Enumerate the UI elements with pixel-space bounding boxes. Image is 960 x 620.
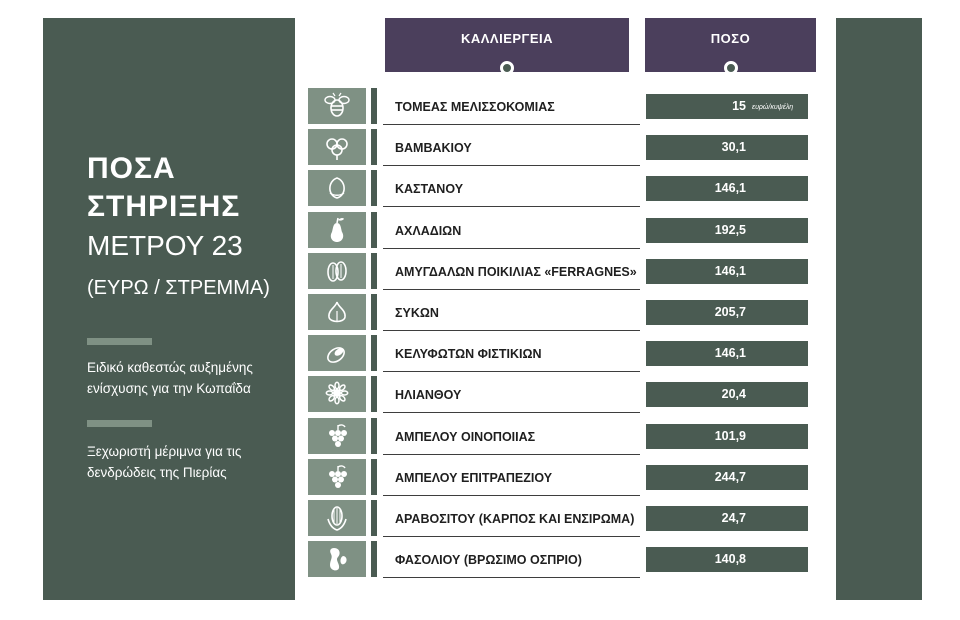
infographic-title xyxy=(87,150,270,308)
row-strip xyxy=(371,294,377,330)
crop-amount xyxy=(646,547,808,572)
crop-icon-box xyxy=(308,88,366,124)
crop-amount-value: 20,4 xyxy=(721,387,746,402)
row-strip xyxy=(371,500,377,536)
crop-icon-box xyxy=(308,253,366,289)
pear-icon xyxy=(322,215,352,245)
row-strip xyxy=(371,212,377,248)
row-strip xyxy=(371,170,377,206)
crop-amount-value: 101,9 xyxy=(714,428,746,443)
crop-amount xyxy=(646,382,808,407)
crop-amount xyxy=(646,465,808,490)
table-row xyxy=(305,170,825,208)
corn-icon xyxy=(322,503,352,533)
crop-name: ΑΧΛΑΔΙΩΝ xyxy=(383,212,640,249)
row-strip xyxy=(371,459,377,495)
crop-amount-unit: ευρώ/κυψέλη xyxy=(752,104,794,111)
crop-amount xyxy=(646,259,808,284)
row-strip xyxy=(371,88,377,124)
title-line-2: ΣΤΗΡΙΞΗΣ xyxy=(87,190,241,223)
crop-icon-box xyxy=(308,376,366,412)
header-crop-label: ΚΑΛΛΙΕΡΓΕΙΑ xyxy=(460,31,554,46)
bee-icon xyxy=(322,91,352,121)
table-row xyxy=(305,212,825,250)
row-strip xyxy=(371,418,377,454)
fig-icon xyxy=(322,297,352,327)
crop-amount-value: 140,8 xyxy=(714,552,746,567)
crop-amount xyxy=(646,506,808,531)
bean-icon xyxy=(322,544,352,574)
crop-amount-value: 192,5 xyxy=(714,222,746,237)
crop-amount-value: 205,7 xyxy=(714,305,746,319)
crop-amount-value: 146,1 xyxy=(714,263,746,278)
table-row xyxy=(305,253,825,291)
accent-bar-2 xyxy=(87,420,152,427)
crop-amount-value: 244,7 xyxy=(714,469,746,484)
row-strip xyxy=(371,129,377,165)
table-row xyxy=(305,376,825,414)
row-strip xyxy=(371,253,377,289)
crop-icon-box xyxy=(308,170,366,206)
crop-name: ΦΑΣΟΛΙΟΥ (ΒΡΩΣΙΜΟ ΟΣΠΡΙΟ) xyxy=(383,541,640,578)
crop-amount xyxy=(646,300,808,325)
table-row xyxy=(305,88,825,126)
row-strip xyxy=(371,335,377,371)
right-panel xyxy=(836,18,922,600)
cotton-icon xyxy=(322,132,352,162)
note-pieria: Ξεχωριστή μέριμνα για τις δενδρώδεις της Πιερίας xyxy=(87,444,242,480)
crop-name: ΒΑΜΒΑΚΙΟΥ xyxy=(383,129,640,166)
crop-icon-box xyxy=(308,294,366,330)
almond-icon xyxy=(322,256,352,286)
table-row xyxy=(305,335,825,373)
header-crop-dot xyxy=(500,61,514,75)
crop-amount-value: 24,7 xyxy=(721,511,746,525)
grapes-icon xyxy=(322,462,352,492)
row-strip xyxy=(371,541,377,577)
crop-amount-value: 15 xyxy=(732,99,746,113)
crop-amount-value: 146,1 xyxy=(714,181,746,196)
crop-name: ΑΜΠΕΛΟΥ ΕΠΙΤΡΑΠΕΖΙΟΥ xyxy=(383,459,640,496)
grapes-icon xyxy=(322,421,352,451)
crop-name: ΗΛΙΑΝΘΟΥ xyxy=(383,376,640,413)
title-line-1: ΠΟΣΑ xyxy=(87,152,176,185)
crop-icon-box xyxy=(308,500,366,536)
crop-name: ΣΥΚΩΝ xyxy=(383,294,640,331)
crop-icon-box xyxy=(308,335,366,371)
crop-amount xyxy=(646,218,808,243)
table-row xyxy=(305,294,825,332)
crop-name: ΤΟΜΕΑΣ ΜΕΛΙΣΣΟΚΟΜΙΑΣ xyxy=(383,88,640,125)
crop-amount-value: 146,1 xyxy=(714,346,746,361)
crop-name: ΚΑΣΤΑΝΟΥ xyxy=(383,170,640,207)
crop-amount xyxy=(646,94,808,119)
crop-icon-box xyxy=(308,212,366,248)
left-panel xyxy=(43,18,295,600)
row-strip xyxy=(371,376,377,412)
crop-icon-box xyxy=(308,541,366,577)
title-line-3: ΜΕΤΡΟΥ 23 xyxy=(87,230,243,261)
title-line-4: (ΕΥΡΩ / ΣΤΡΕΜΜΑ) xyxy=(87,277,270,299)
crop-name: ΚΕΛΥΦΩΤΩΝ ΦΙΣΤΙΚΙΩΝ xyxy=(383,335,640,372)
header-amount-label: ΠΟΣΟ xyxy=(710,31,751,46)
crop-name: ΑΜΥΓΔΑΛΩΝ ΠΟΙΚΙΛΙΑΣ «FERRAGNES» xyxy=(383,253,640,290)
table-row xyxy=(305,418,825,456)
note-kopaida: Ειδικό καθεστώς αυξημένης ενίσχυσης για την Κωπαΐδα xyxy=(87,360,253,396)
crop-amount xyxy=(646,176,808,201)
crop-amount xyxy=(646,341,808,366)
crop-icon-box xyxy=(308,459,366,495)
table-row xyxy=(305,500,825,538)
header-crop xyxy=(385,18,629,72)
sunflower-icon xyxy=(322,379,352,409)
crop-icon-box xyxy=(308,418,366,454)
accent-bar-1 xyxy=(87,338,152,345)
table-row xyxy=(305,541,825,579)
chestnut-icon xyxy=(322,173,352,203)
crop-name: ΑΜΠΕΛΟΥ ΟΙΝΟΠΟΙΙΑΣ xyxy=(383,418,640,455)
crop-name: ΑΡΑΒΟΣΙΤΟΥ (ΚΑΡΠΟΣ ΚΑΙ ΕΝΣΙΡΩΜΑ) xyxy=(383,500,640,537)
crop-icon-box xyxy=(308,129,366,165)
crop-amount xyxy=(646,135,808,160)
header-amount-dot xyxy=(724,61,738,75)
table-row xyxy=(305,459,825,497)
header-amount xyxy=(645,18,816,72)
pistachio-icon xyxy=(322,338,352,368)
crop-amount-value: 30,1 xyxy=(721,140,746,155)
table-row xyxy=(305,129,825,167)
crop-amount xyxy=(646,424,808,449)
